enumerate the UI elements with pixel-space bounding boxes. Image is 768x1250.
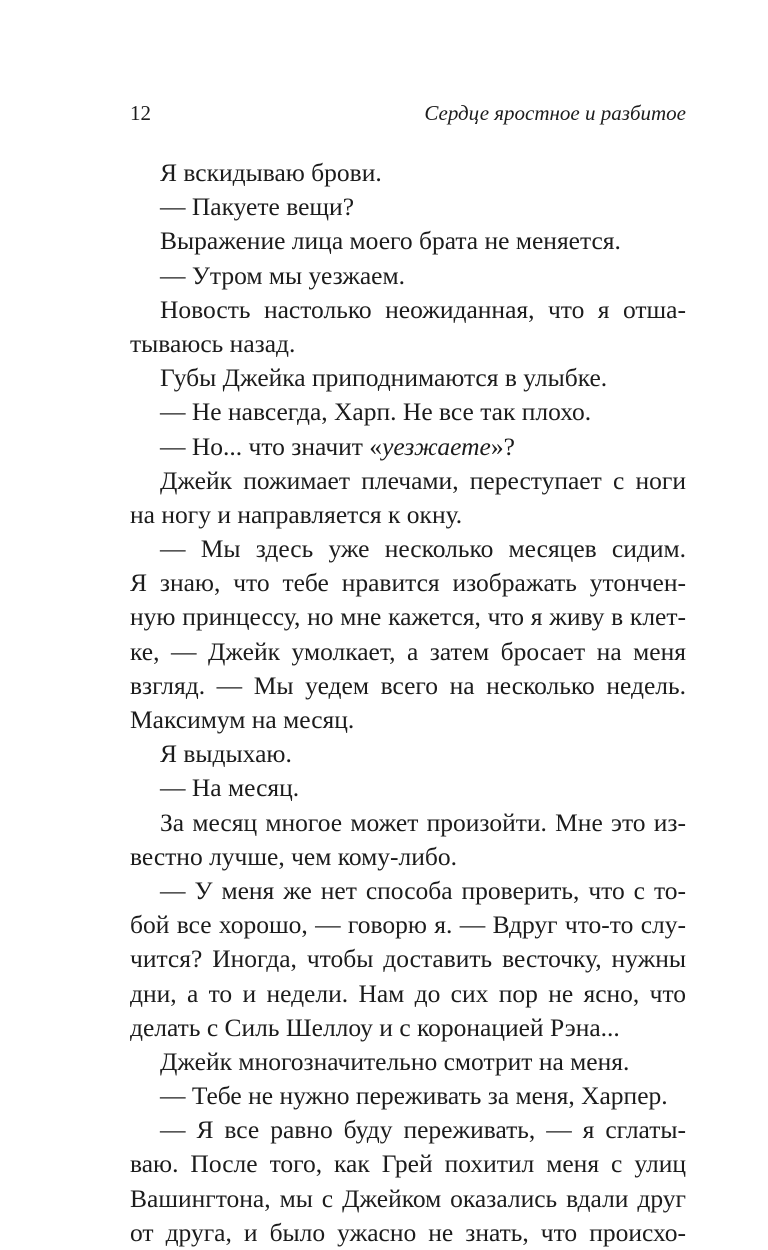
- italic-word: уезжаете: [382, 431, 491, 461]
- text-line: — Не навсегда, Харп. Не все так плохо.: [160, 397, 592, 427]
- text-line: ке, — Джейк умолкает, а затем бросает на меня: [130, 636, 686, 666]
- text-segment: »?: [490, 431, 515, 461]
- text-line: — Утром мы уезжаем.: [160, 260, 405, 290]
- text-line: дни, а то и недели. Нам до сих пор не ясно, что: [130, 978, 686, 1008]
- text-line: Джейк пожимает плечами, переступает с ноги: [160, 465, 686, 495]
- text-line: Я выдыхаю.: [160, 739, 292, 769]
- text-line: на ногу и направляется к окну.: [130, 499, 463, 529]
- text-line: Максимум на месяц.: [130, 705, 355, 734]
- text-line: — Тебе не нужно переживать за меня, Харпер.: [160, 1081, 668, 1111]
- text-line: Вашингтона, мы с Джейком оказались вдали друг: [130, 1183, 686, 1213]
- text-line: ваю. После того, как Грей похитил меня с улиц: [130, 1149, 686, 1179]
- text-line: Выражение лица моего брата не меняется.: [160, 226, 621, 256]
- text-line: взгляд. — Мы уедем всего на несколько недель.: [130, 670, 686, 700]
- text-line: — Мы здесь уже несколько месяцев сидим.: [160, 534, 686, 564]
- text-line: — Я все равно буду переживать, — я сглаты-: [160, 1115, 686, 1145]
- text-line: — На месяц.: [160, 773, 300, 803]
- text-line: бой все хорошо, — говорю я. — Вдруг что-то слу-: [130, 910, 686, 940]
- running-title: Сердце яростное и разбитое: [424, 101, 686, 125]
- page-header: [130, 99, 686, 127]
- text-line: ную принцессу, но мне кажется, что я живу в клет-: [130, 602, 686, 632]
- text-line: тываюсь назад.: [130, 328, 296, 358]
- text-line: За месяц многое может произойти. Мне это из-: [160, 807, 686, 837]
- text-line: от друга, и было ужасно не знать, что происхо-: [130, 1217, 686, 1247]
- body-text: [130, 156, 686, 1250]
- text-line: чится? Иногда, чтобы доставить весточку, нужны: [130, 944, 686, 974]
- text-line: — Пакуете вещи?: [160, 192, 355, 222]
- text-segment: — Но... что значит «: [160, 431, 383, 461]
- page-number: 12: [130, 101, 151, 125]
- text-line: Новость настолько неожиданная, что я отша-: [160, 294, 686, 324]
- text-line: Губы Джейка приподнимаются в улыбке.: [160, 363, 608, 393]
- text-line: делать с Силь Шеллоу и с коронацией Рэна...: [130, 1012, 620, 1042]
- text-line: Джейк многозначительно смотрит на меня.: [160, 1046, 630, 1076]
- text-line: Я вскидываю брови.: [160, 158, 382, 187]
- text-line: [130, 430, 686, 464]
- text-line: — У меня же нет способа проверить, что с то-: [160, 875, 686, 905]
- text-line: вестно лучше, чем кому-либо.: [130, 841, 457, 871]
- text-line: Я знаю, что тебе нравится изображать утончен-: [130, 568, 686, 598]
